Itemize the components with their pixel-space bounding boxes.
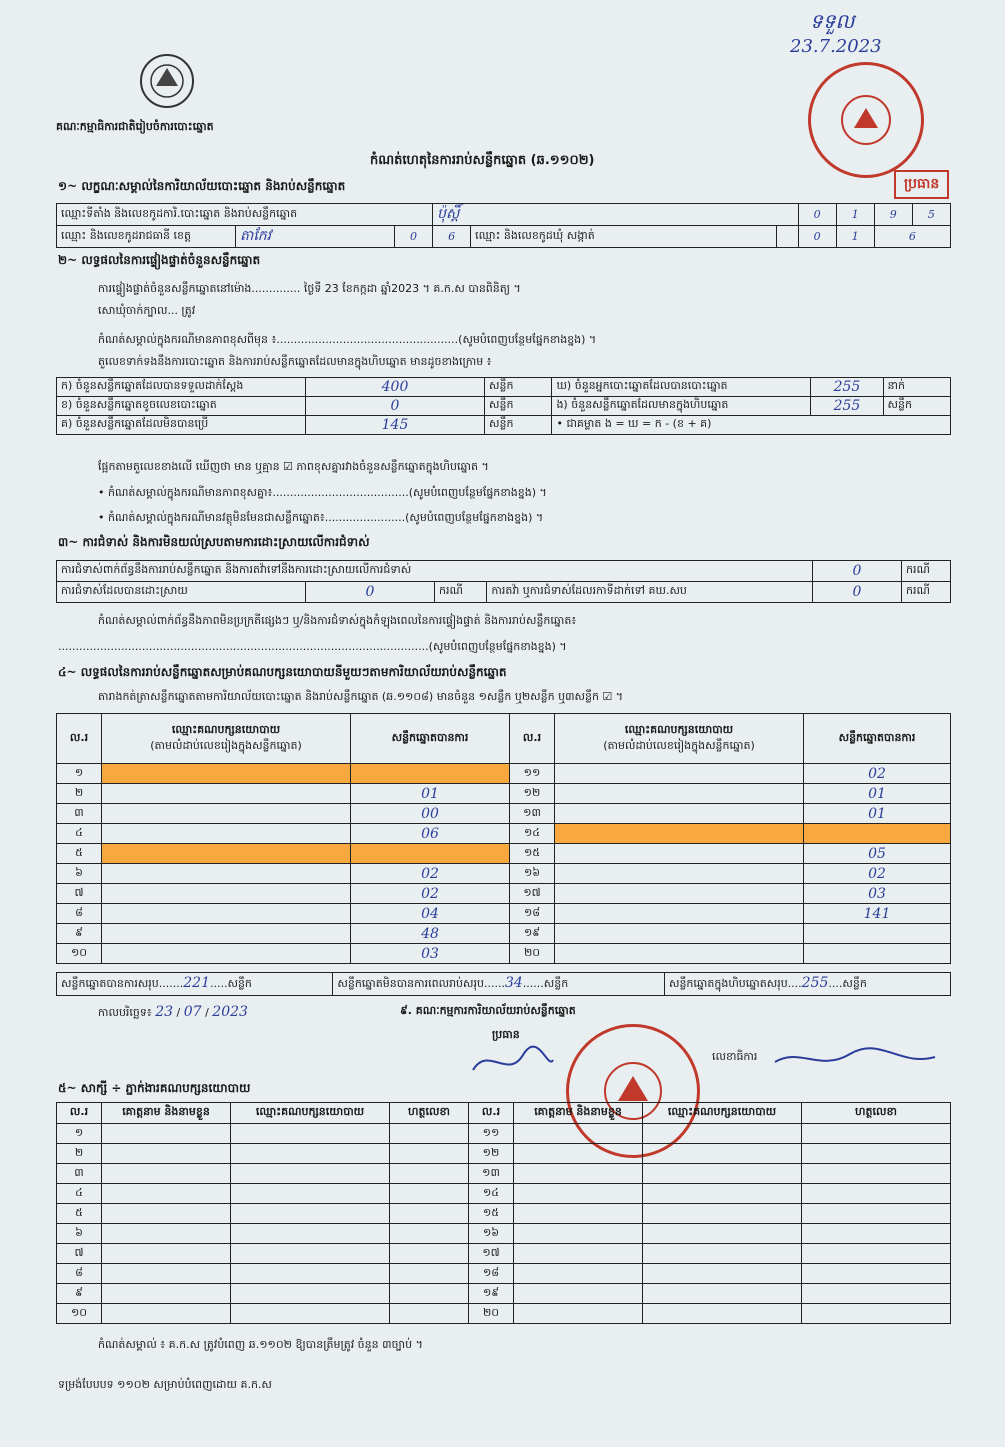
chair-signature [468, 1040, 558, 1090]
table-row [57, 1244, 951, 1264]
witness-party [231, 1304, 390, 1324]
row-no: ៩ [57, 1284, 102, 1304]
party-name [555, 924, 804, 944]
row-no: ១៦ [510, 864, 555, 884]
col-header-votes: សន្លឹកឆ្នោតបានការ [351, 714, 510, 764]
verification-line-2: សោឃុំចាក់ក្បាល... ត្រូវ [98, 304, 196, 317]
forwarded-unit: ករណី [902, 582, 951, 603]
witness-party [231, 1264, 390, 1284]
witness-name [514, 1164, 643, 1184]
witness-signature [802, 1244, 951, 1264]
witness-signature [390, 1284, 469, 1304]
figure-label: គ) ចំនួនសន្លឹកឆ្នោតដែលមិនបានប្រើ [57, 416, 306, 435]
witness-signature [390, 1224, 469, 1244]
row-no: ១៧ [469, 1244, 514, 1264]
witness-name [514, 1224, 643, 1244]
party-name [555, 784, 804, 804]
valid-total-value: 221 [183, 975, 210, 991]
party-name [555, 804, 804, 824]
date-year: 2023 [212, 1004, 248, 1020]
col-header-no: ល.រ [469, 1103, 514, 1124]
party-name [102, 944, 351, 964]
witness-name [514, 1264, 643, 1284]
witness-name [102, 1124, 231, 1144]
col-header-party [555, 714, 804, 764]
witness-name [102, 1304, 231, 1324]
witness-signature [802, 1124, 951, 1144]
commune-label: ឈ្មោះ និងលេខកូដឃុំ សង្កាត់ [471, 226, 777, 248]
row-no: ១៩ [510, 924, 555, 944]
results-totals [56, 972, 951, 996]
row-no: ២ [57, 784, 102, 804]
row-no: ៧ [57, 884, 102, 904]
figure-unit: សន្លឹក [883, 397, 950, 416]
figure-unit: នាក់ [883, 378, 950, 397]
vote-count: 01 [804, 784, 951, 804]
figure-label: ខ) ចំនួនសន្លឹកឆ្នោតខូចលេខបោះឆ្នោត [57, 397, 306, 416]
row-no: ៦ [57, 1224, 102, 1244]
witness-signature [390, 1184, 469, 1204]
col-header-sign: ហត្ថលេខា [802, 1103, 951, 1124]
figure-label: ឃ) ចំនួនអ្នកបោះឆ្នោតដែលបានបោះឆ្នោត [552, 378, 811, 397]
figures-intro: តួលេខទាក់ទងនឹងការបោះឆ្នោត និងការរាប់សន្លឹកឆ្នោតដែលមានក្នុងហិបឆ្នោត មានដូចខាងក្រោម ៖ [98, 355, 492, 368]
party-name [555, 944, 804, 964]
party-name [555, 864, 804, 884]
col-header-party-label: ឈ្មោះគណបក្សនយោបាយ [624, 722, 734, 736]
witness-signature [390, 1304, 469, 1324]
vote-count: 01 [351, 784, 510, 804]
table-row [57, 804, 951, 824]
witness-name [102, 1264, 231, 1284]
vote-count: 06 [351, 824, 510, 844]
table-row [57, 784, 951, 804]
witness-party [231, 1244, 390, 1264]
box-total-value: 255 [801, 975, 829, 991]
table-row [57, 1204, 951, 1224]
witness-party [643, 1204, 802, 1224]
station-code-digit: 9 [874, 204, 912, 226]
col-header-sign: ហត្ថលេខា [390, 1103, 469, 1124]
witness-party [643, 1184, 802, 1204]
row-no: ១០ [57, 1304, 102, 1324]
witness-party [231, 1184, 390, 1204]
table-row [57, 1224, 951, 1244]
station-code-digit: 5 [912, 204, 950, 226]
witness-name [514, 1244, 643, 1264]
witness-signature [390, 1264, 469, 1284]
row-no: ១៤ [510, 824, 555, 844]
table-row [57, 764, 951, 784]
row-no: ១៦ [469, 1224, 514, 1244]
vote-count: 48 [351, 924, 510, 944]
witness-party [231, 1284, 390, 1304]
witness-party [231, 1124, 390, 1144]
party-name [555, 844, 804, 864]
table-row [57, 1184, 951, 1204]
form-title: កំណត់ហេតុនៃការរាប់សន្លឹកឆ្នោត (ឆ.១១០២) [370, 153, 595, 168]
col-header-party-sub: (តាមលំដាប់លេខរៀងក្នុងសន្លឹកឆ្នោត) [150, 738, 302, 752]
row-no: ១៣ [469, 1164, 514, 1184]
invalid-total-value: 34 [504, 975, 523, 991]
row-no: ៤ [57, 1184, 102, 1204]
table-row [57, 1304, 951, 1324]
witness-name [102, 1144, 231, 1164]
col-header-party: ឈ្មោះគណបក្សនយោបាយ [643, 1103, 802, 1124]
row-no: ១ [57, 1124, 102, 1144]
figure-value: 0 [306, 397, 485, 416]
box-total: សន្លឹកឆ្នោតក្នុងហិបឆ្នោតសរុប....255....សន្លឹក [664, 973, 950, 996]
difference-note: កំណត់សម្គាល់ក្នុងករណីមានភាពខុសពីមុន ៖....................................................(សូមបំពេញបន្ថែមផ្នែកខាងខ្នង) ។ [98, 333, 597, 346]
witness-name [102, 1224, 231, 1244]
row-no: ១១ [510, 764, 555, 784]
vote-count [804, 824, 951, 844]
row-no: ១៧ [510, 884, 555, 904]
col-header-party [102, 714, 351, 764]
witness-name [102, 1244, 231, 1264]
station-code-digit: 0 [798, 204, 836, 226]
witness-name [514, 1184, 643, 1204]
station-value: ប៉ុស្តិ៍ [433, 204, 799, 226]
party-name [102, 884, 351, 904]
witness-signature [802, 1184, 951, 1204]
row-no: ១៨ [469, 1264, 514, 1284]
tally-sheet-note: តារាងកត់ត្រាសន្លឹកឆ្នោតតាមការិយាល័យបោះឆ្នោត និងរាប់សន្លឹកឆ្នោត (ឆ.១១០៨) មានចំនួន ១សន្លឹក ឬ២សន្លឹក ឬ៣សន្លឹក ☑ ។ [98, 690, 624, 703]
witness-party [231, 1224, 390, 1244]
row-no: ១២ [510, 784, 555, 804]
form-footer: ទម្រង់បែបបទ ១១០២ សម្រាប់បំពេញដោយ គ.ក.ស [58, 1378, 272, 1391]
row-no: ១៥ [510, 844, 555, 864]
emblem-icon [138, 52, 196, 110]
table-row [57, 864, 951, 884]
vote-count: 01 [804, 804, 951, 824]
witness-signature [390, 1124, 469, 1144]
verification-line: ការផ្ទៀងផ្ទាត់ចំនួនសន្លឹកឆ្នោតនៅម៉ោង.............. ថ្ងៃទី 23 ខែកក្កដា ឆ្នាំ2023 ។ គ.ក.ស បានពិនិត្យ ។ [98, 282, 521, 295]
committee-name: គណៈកម្មាធិការជាតិរៀបចំការបោះឆ្នោត [56, 120, 214, 133]
witness-name [102, 1284, 231, 1304]
row-no: ២ [57, 1144, 102, 1164]
witness-signature [390, 1204, 469, 1224]
party-name [102, 904, 351, 924]
table-row [57, 924, 951, 944]
received-note: ទទួល [810, 9, 855, 33]
row-no: ៣ [57, 1164, 102, 1184]
row-no: ៤ [57, 824, 102, 844]
row-no: ២០ [510, 944, 555, 964]
col-header-no: ល.រ [510, 714, 555, 764]
party-name [102, 764, 351, 784]
witness-party [643, 1124, 802, 1144]
row-no: ៩ [57, 924, 102, 944]
official-seal-top [808, 62, 924, 178]
witness-signature [802, 1304, 951, 1324]
chair-label: ប្រធាន [492, 1028, 520, 1041]
resolved-label: ការជំទាស់ដែលបានដោះស្រាយ [57, 582, 306, 603]
vote-count [804, 944, 951, 964]
irregularity-note-2: ..........................................................................................................(សូមបំពេញបន្ថែមផ្នែកខាងខ្នង) ។ [58, 640, 567, 653]
witness-party [231, 1164, 390, 1184]
witness-signature [802, 1264, 951, 1284]
col-header-name: គោត្តនាម និងនាមខ្លួន [514, 1103, 643, 1124]
figure-unit: សន្លឹក [485, 397, 552, 416]
figure-value: 255 [811, 378, 883, 397]
row-no: ១០ [57, 944, 102, 964]
section-1-table [56, 203, 951, 248]
witness-name [514, 1124, 643, 1144]
section-1-heading: ១~ លក្ខណៈសម្គាល់នៃការិយាល័យបោះឆ្នោត និងរាប់សន្លឹកឆ្នោត [58, 179, 346, 193]
row-no: ៦ [57, 864, 102, 884]
section-3-heading: ៣~ ការជំទាស់ និងការមិនយល់ស្របតាមការដោះស្រាយលើការជំទាស់ [58, 535, 370, 549]
commune-value [777, 226, 798, 248]
resolved-count: 0 [306, 582, 435, 603]
witness-name [102, 1184, 231, 1204]
received-date: 23.7.2023 [790, 36, 882, 57]
party-name [102, 864, 351, 884]
witness-signature [802, 1204, 951, 1224]
table-row [57, 1124, 951, 1144]
table-row [57, 1144, 951, 1164]
table-row [57, 844, 951, 864]
date-month: 07 [183, 1004, 202, 1020]
table-row [57, 944, 951, 964]
figures-table [56, 377, 951, 435]
party-name [555, 824, 804, 844]
witness-name [514, 1204, 643, 1224]
vote-count [351, 844, 510, 864]
col-header-party-label: ឈ្មោះគណបក្សនយោបាយ [171, 722, 281, 736]
figure-value: 255 [811, 397, 883, 416]
party-name [102, 804, 351, 824]
section-4-heading: ៤~ លទ្ធផលនៃការរាប់សន្លឹកឆ្នោតសម្រាប់គណបក្សនយោបាយនីមួយៗតាមការិយាល័យរាប់សន្លឹកឆ្នោត [58, 665, 507, 679]
party-name [555, 764, 804, 784]
col-header-no: ល.រ [57, 714, 102, 764]
col-header-votes: សន្លឹកឆ្នោតបានការ [804, 714, 951, 764]
secretary-signature [770, 1042, 940, 1078]
row-no: ១ [57, 764, 102, 784]
section-5-heading: ៥~ សាក្សី ÷ ភ្នាក់ងារគណបក្សនយោបាយ [58, 1081, 251, 1095]
table-row [57, 1264, 951, 1284]
witness-party [643, 1244, 802, 1264]
province-value: តាកែវ [236, 226, 395, 248]
row-no: ១៤ [469, 1184, 514, 1204]
row-no: ១២ [469, 1144, 514, 1164]
vote-count: 03 [804, 884, 951, 904]
province-label: ឈ្មោះ និងលេខកូដរាជធានី ខេត្ត [57, 226, 236, 248]
witness-name [102, 1204, 231, 1224]
party-name [555, 904, 804, 924]
secretary-label: លេខាធិការ [712, 1050, 758, 1063]
col-header-party: ឈ្មោះគណបក្សនយោបាយ [231, 1103, 390, 1124]
witness-party [643, 1144, 802, 1164]
valid-total: សន្លឹកឆ្នោតបានការសរុប.......221.....សន្លឹក [57, 973, 333, 996]
party-name [102, 924, 351, 944]
witness-signature [802, 1164, 951, 1184]
witness-party [643, 1284, 802, 1304]
witness-name [514, 1144, 643, 1164]
invalid-total: សន្លឹកឆ្នោតមិនបានការពេលរាប់សរុប......34......សន្លឹក [333, 973, 665, 996]
resolved-unit: ករណី [435, 582, 487, 603]
results-table [56, 713, 951, 964]
witness-party [231, 1204, 390, 1224]
witness-party [643, 1264, 802, 1284]
witness-table [56, 1102, 951, 1324]
figure-value: 145 [306, 416, 485, 435]
witness-party [231, 1144, 390, 1164]
formula-label: • ជាគម្លាត ង = ឃ = ក - (ខ + គ) [552, 416, 951, 435]
forwarded-count: 0 [813, 582, 902, 603]
objection-unit: ករណី [902, 561, 951, 582]
forwarded-label: ការតវ៉ា ឬការជំទាស់ដែលរកាទីដាក់ទៅ គឃ.សប [487, 582, 813, 603]
station-code-digit: 1 [836, 204, 874, 226]
witness-name [514, 1284, 643, 1304]
party-name [102, 824, 351, 844]
party-name [102, 784, 351, 804]
party-name [555, 884, 804, 904]
row-no: ៣ [57, 804, 102, 824]
province-code-digit: 0 [395, 226, 433, 248]
objections-table [56, 560, 951, 603]
vote-count [351, 764, 510, 784]
vote-count: 02 [804, 764, 951, 784]
section-2-heading: ២~ លទ្ធផលនៃការផ្ទៀងផ្ទាត់ចំនួនសន្លឹកឆ្នោត [58, 253, 261, 267]
vote-count [804, 924, 951, 944]
figure-unit: សន្លឹក [485, 378, 552, 397]
witness-signature [390, 1244, 469, 1264]
table-row [57, 824, 951, 844]
witness-name [514, 1304, 643, 1324]
chair-stamp: ប្រធាន [894, 170, 949, 199]
party-name [102, 844, 351, 864]
objection-count: 0 [813, 561, 902, 582]
col-header-name: គោត្តនាម និងនាមខ្លួន [102, 1103, 231, 1124]
discrepancy-check: ផ្អែកតាមតួលេខខាងលើ ឃើញថា មាន ឬគ្មាន ☑ ភាពខុសគ្នារវាងចំនួនសន្លឹកឆ្នោតក្នុងហិបឆ្នោត ។ [98, 460, 489, 473]
vote-count: 02 [351, 884, 510, 904]
vote-count: 02 [351, 864, 510, 884]
col-header-no: ល.រ [57, 1103, 102, 1124]
vote-count: 02 [804, 864, 951, 884]
row-no: ៥ [57, 1204, 102, 1224]
signing-date: កាលបរិច្ឆេទ៖ 23 / 07 / 2023 [98, 1004, 248, 1020]
discrepancy-note: • កំណត់សម្គាល់ក្នុងករណីមានភាពខុសគ្នា៖.......................................(សូមបំពេញបន្ថែមផ្នែកខាងខ្នង) ។ [98, 486, 547, 499]
date-day: 23 [155, 1004, 174, 1020]
row-no: ២០ [469, 1304, 514, 1324]
witness-signature [802, 1224, 951, 1244]
witness-party [643, 1164, 802, 1184]
witness-signature [390, 1164, 469, 1184]
row-no: ១៣ [510, 804, 555, 824]
vote-count: 04 [351, 904, 510, 924]
row-no: ១១ [469, 1124, 514, 1144]
table-row [57, 1164, 951, 1184]
vote-count: 05 [804, 844, 951, 864]
table-row [57, 884, 951, 904]
table-row [57, 1284, 951, 1304]
commune-code-digit: 6 [874, 226, 950, 248]
irregularity-note: កំណត់សម្គាល់ពាក់ព័ន្ធនឹងភាពមិនប្រក្រតីផ្សេងៗ ឬ/និងការជំទាស់ក្នុងកំឡុងពេលនៃការផ្ទៀងផ្ទាត់ និងការរាប់សន្លឹកឆ្នោត៖ [98, 614, 577, 627]
witness-signature [802, 1284, 951, 1304]
figure-unit: សន្លឹក [485, 416, 552, 435]
vote-count: 03 [351, 944, 510, 964]
row-no: ៨ [57, 904, 102, 924]
commune-code-digit: 1 [836, 226, 874, 248]
row-no: ៧ [57, 1244, 102, 1264]
footer-note: កំណត់សម្គាល់ ៖ គ.ក.ស ត្រូវបំពេញ ឆ.១១០២ ឱ្យបានត្រឹមត្រូវ ចំនួន ៣ច្បាប់ ។ [98, 1338, 423, 1351]
objection-label: ការជំទាស់ពាក់ព័ន្ធនឹងការរាប់សន្លឹកឆ្នោត និងការតវ៉ាទៅនឹងការដោះស្រាយលើការជំទាស់ [57, 561, 813, 582]
committee-sign-label: ៩. គណៈកម្មការការិយាល័យរាប់សន្លឹកឆ្នោត [400, 1004, 576, 1017]
table-row [57, 904, 951, 924]
witness-party [643, 1304, 802, 1324]
vote-count: 141 [804, 904, 951, 924]
commune-code-digit: 0 [798, 226, 836, 248]
row-no: ៥ [57, 844, 102, 864]
witness-name [102, 1164, 231, 1184]
province-code-digit: 6 [433, 226, 471, 248]
vote-count: 00 [351, 804, 510, 824]
figure-label: ក) ចំនួនសន្លឹកឆ្នោតដែលបានទទួលដាក់ស្តែង [57, 378, 306, 397]
figure-value: 400 [306, 378, 485, 397]
row-no: ១៥ [469, 1204, 514, 1224]
row-no: ៨ [57, 1264, 102, 1284]
witness-signature [390, 1144, 469, 1164]
witness-party [643, 1224, 802, 1244]
row-no: ១៨ [510, 904, 555, 924]
station-label: ឈ្មោះទីតាំង និងលេខកូដការិ.បោះឆ្នោត និងរាប់សន្លឹកឆ្នោត [57, 204, 433, 226]
witness-signature [802, 1144, 951, 1164]
non-ballot-note: • កំណត់សម្គាល់ក្នុងករណីមានវត្ថុមិនមែនជាសន្លឹកឆ្នោត៖.......................(សូមបំពេញបន្ថែមផ្នែកខាងខ្នង) ។ [98, 511, 544, 524]
figure-label: ង) ចំនួនសន្លឹកឆ្នោតដែលមានក្នុងហិបឆ្នោត [552, 397, 811, 416]
row-no: ១៩ [469, 1284, 514, 1304]
col-header-party-sub: (តាមលំដាប់លេខរៀងក្នុងសន្លឹកឆ្នោត) [603, 738, 755, 752]
